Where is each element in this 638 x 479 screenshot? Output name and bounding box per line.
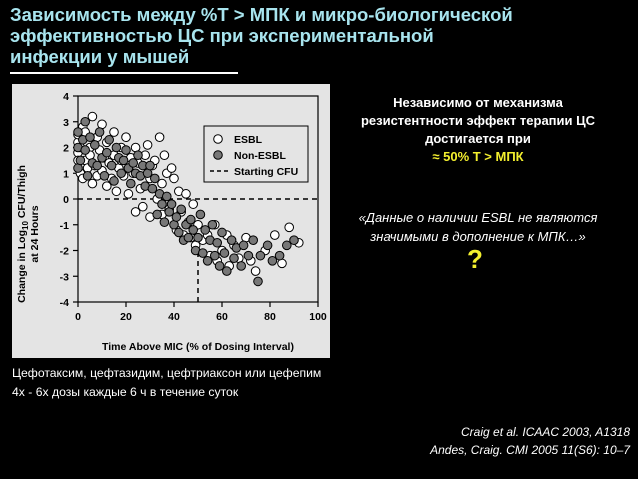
esbl-point: [124, 190, 133, 199]
non-esbl-point: [103, 148, 112, 157]
y-tick-label: 3: [63, 116, 69, 129]
y-tick-label: 1: [63, 168, 69, 181]
non-esbl-point: [151, 174, 160, 183]
y-tick-label: -4: [59, 297, 69, 309]
y-tick-label: 4: [63, 91, 69, 103]
slide-title: [10, 4, 630, 67]
non-esbl-point: [93, 161, 102, 170]
y-tick-label: -2: [59, 245, 69, 258]
chart-svg: [12, 84, 330, 358]
non-esbl-point: [119, 156, 128, 165]
title-underline: [10, 72, 238, 74]
esbl-point: [143, 141, 152, 150]
esbl-quote: [328, 208, 628, 246]
esbl-point: [155, 133, 164, 142]
scatter-chart: [12, 84, 330, 358]
non-esbl-point: [244, 251, 253, 260]
non-esbl-point: [275, 251, 284, 260]
esbl-point: [112, 187, 121, 196]
non-esbl-point: [256, 251, 265, 260]
non-esbl-point: [91, 141, 100, 150]
non-esbl-point: [81, 146, 90, 155]
non-esbl-point: [208, 220, 217, 229]
non-esbl-point: [163, 192, 172, 201]
question-mark: ?: [467, 244, 483, 274]
non-esbl-point: [105, 135, 114, 144]
legend-label-starting-cfu: Starting CFU: [234, 166, 299, 178]
esbl-point: [285, 223, 294, 232]
quote-line: «Данные о наличии ESBL не являются: [358, 210, 598, 225]
callout-highlight: ≈ 50% Т > МПК: [432, 149, 524, 164]
non-esbl-point: [237, 262, 246, 271]
y-tick-label: -3: [59, 271, 69, 284]
x-tick-label: 40: [168, 311, 180, 323]
non-esbl-point: [112, 143, 121, 152]
non-esbl-point: [160, 218, 169, 227]
legend: [204, 126, 308, 182]
legend-marker-esbl: [214, 135, 223, 144]
esbl-point: [88, 179, 97, 188]
esbl-point: [122, 133, 131, 142]
esbl-point: [182, 190, 191, 199]
non-esbl-point: [100, 172, 109, 181]
non-esbl-point: [254, 277, 263, 286]
non-esbl-point: [227, 236, 236, 245]
legend-label-non-esbl: Non-ESBL: [234, 150, 286, 162]
callout-line: Независимо от механизма: [393, 95, 563, 110]
non-esbl-point: [189, 226, 198, 235]
non-esbl-point: [220, 249, 229, 258]
non-esbl-point: [74, 128, 83, 137]
ylabel-part2: CFU/Thigh: [16, 165, 28, 222]
esbl-point: [110, 128, 119, 137]
non-esbl-point: [146, 161, 155, 170]
non-esbl-point: [218, 228, 227, 237]
y-axis-label: [16, 165, 41, 303]
svg-text:Change in Log10 CFU/Thigh: [16, 165, 30, 303]
title-line: инфекции у мышей: [10, 46, 190, 67]
non-esbl-point: [184, 233, 193, 242]
non-esbl-point: [196, 210, 205, 219]
non-esbl-point: [175, 228, 184, 237]
non-esbl-point: [158, 200, 167, 209]
non-esbl-point: [153, 210, 162, 219]
non-esbl-point: [76, 156, 85, 165]
non-esbl-point: [239, 241, 248, 250]
x-tick-label: 20: [120, 311, 132, 323]
callout-line: резистентности эффект терапии ЦС: [360, 113, 596, 128]
mechanism-callout: [328, 94, 628, 166]
esbl-point: [167, 164, 176, 173]
x-tick-label: 80: [264, 311, 276, 323]
ylabel-subscript: 10: [21, 221, 30, 230]
drug-notes: [12, 364, 321, 402]
drugs-line: Цефотаксим, цефтазидим, цефтриаксон или цефепим: [12, 366, 322, 380]
esbl-point: [160, 151, 169, 160]
non-esbl-point: [172, 213, 181, 222]
title-line: Зависимость между %Т > МПК и микро-биологической: [10, 4, 513, 25]
callout-line: достигается при: [425, 131, 531, 146]
ylabel-line2: at 24 Hours: [29, 205, 41, 263]
reference-1: Craig et al. ICAAC 2003, A1318: [461, 425, 630, 439]
esbl-point: [251, 267, 260, 276]
non-esbl-point: [122, 146, 131, 155]
esbl-point: [139, 202, 148, 211]
non-esbl-point: [290, 236, 299, 245]
legend-label-esbl: ESBL: [234, 134, 263, 146]
legend-marker-non-esbl: [214, 151, 223, 160]
quote-line: значимыми в дополнение к МПК…»: [370, 229, 586, 244]
x-tick-label: 0: [75, 311, 81, 323]
non-esbl-point: [167, 200, 176, 209]
x-tick-label: 100: [309, 311, 327, 323]
x-axis-label: Time Above MIC (% of Dosing Interval): [102, 341, 294, 353]
non-esbl-point: [83, 172, 92, 181]
non-esbl-point: [263, 241, 272, 250]
esbl-point: [271, 231, 280, 240]
non-esbl-point: [107, 161, 116, 170]
non-esbl-point: [249, 236, 258, 245]
non-esbl-point: [194, 233, 203, 242]
non-esbl-point: [129, 159, 138, 168]
non-esbl-point: [110, 177, 119, 186]
non-esbl-point: [223, 267, 232, 276]
y-tick-label: 2: [63, 142, 69, 155]
non-esbl-point: [211, 251, 220, 260]
y-tick-label: 0: [63, 194, 69, 206]
non-esbl-point: [134, 151, 143, 160]
dosing-line: 4х - 6х дозы каждые 6 ч в течение суток: [12, 385, 239, 399]
references: [430, 423, 630, 459]
non-esbl-point: [86, 133, 95, 142]
non-esbl-point: [81, 117, 90, 126]
title-line: эффективностью ЦС при экспериментальной: [10, 25, 434, 46]
reference-2: Andes, Craig. CMI 2005 11(S6): 10–7: [430, 443, 630, 457]
non-esbl-point: [199, 249, 208, 258]
non-esbl-point: [230, 254, 239, 263]
y-tick-label: -1: [59, 219, 69, 232]
x-tick-label: 60: [216, 311, 228, 323]
ylabel-part1: Change in Log: [16, 229, 28, 303]
non-esbl-point: [187, 215, 196, 224]
non-esbl-point: [127, 179, 136, 188]
esbl-point: [189, 200, 198, 209]
non-esbl-point: [213, 238, 222, 247]
esbl-point: [170, 174, 179, 183]
non-esbl-point: [177, 205, 186, 214]
non-esbl-point: [95, 128, 104, 137]
